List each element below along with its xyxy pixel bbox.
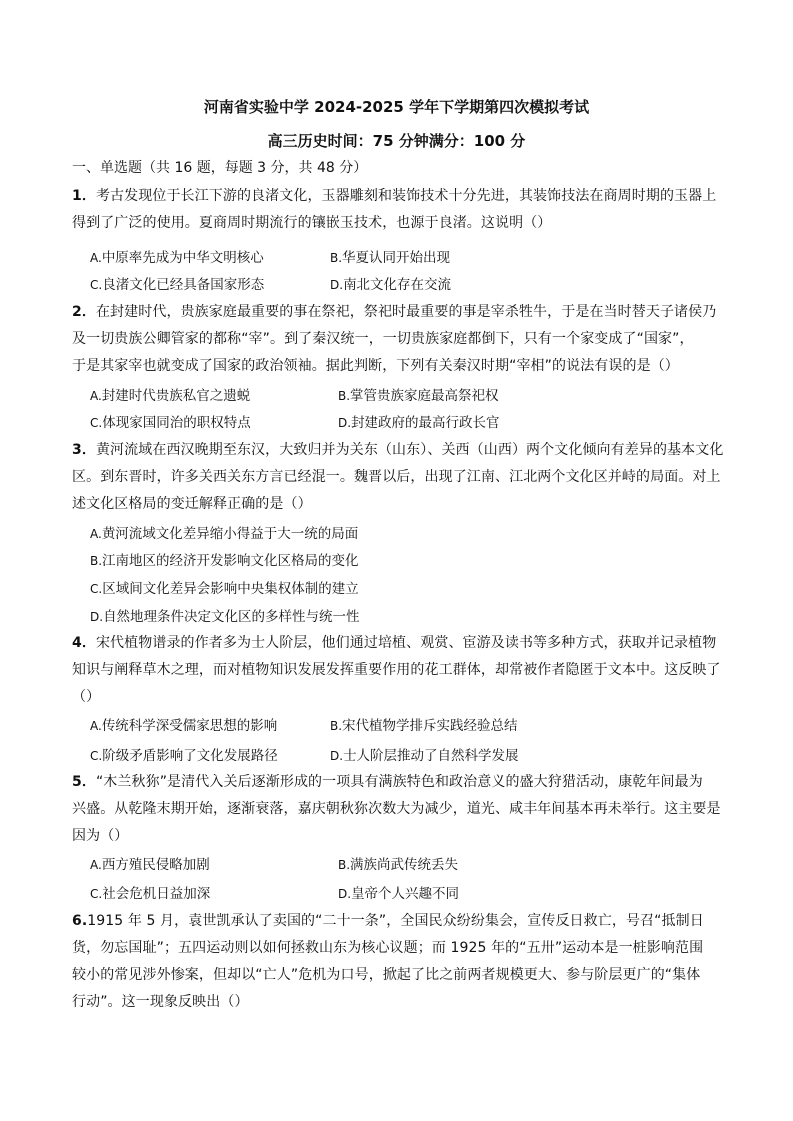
question-line: 述文化区格局的变迁解释正确的是（） bbox=[72, 496, 312, 512]
option-b[interactable]: B.华夏认同开始出现 bbox=[330, 250, 451, 266]
question-line: 较小的常见涉外惨案，但却以“亡人”危机为口号，掀起了比之前两者规模更大、参与阶层更广的“集体 bbox=[72, 967, 701, 983]
question-number: 5． bbox=[72, 774, 96, 790]
question-line: 行动”。这一现象反映出（） bbox=[72, 994, 249, 1010]
question-number: 3． bbox=[72, 442, 96, 458]
question-line: 得到了广泛的使用。夏商周时期流行的镶嵌玉技术，也源于良渚。这说明（） bbox=[72, 215, 552, 231]
option-a[interactable]: A.西方殖民侵略加剧 bbox=[90, 857, 210, 873]
question-number: 4． bbox=[72, 635, 96, 651]
option-c[interactable]: C.区域间文化差异会影响中央集权体制的建立 bbox=[90, 581, 359, 597]
question-line: 区。到东晋时，许多关西关东方言已经混一。魏晋以后，出现了江南、江北两个文化区并峙的局面。对上 bbox=[72, 469, 721, 485]
exam-title: 河南省实验中学 2024-2025 学年下学期第四次模拟考试 bbox=[203, 98, 590, 116]
question-line: 5．“木兰秋狝”是清代入关后逐渐形成的一项具有满族特色和政治意义的盛大狩猎活动，康乾年间最为 bbox=[72, 774, 703, 790]
option-d[interactable]: D.封建政府的最高行政长官 bbox=[338, 415, 500, 431]
option-c[interactable]: C.社会危机日益加深 bbox=[90, 886, 211, 902]
option-a[interactable]: A.封建时代贵族私官之遗蜕 bbox=[90, 388, 251, 404]
question-number: 1． bbox=[72, 188, 96, 204]
section-heading: 一、单选题（共 16 题，每题 3 分，共 48 分） bbox=[72, 160, 368, 176]
option-b[interactable]: B.江南地区的经济开发影响文化区格局的变化 bbox=[90, 553, 359, 569]
question-line: 4．宋代植物谱录的作者多为士人阶层，他们通过培植、观赏、宦游及读书等多种方式，获取并记录植物 bbox=[72, 635, 717, 651]
exam-subtitle: 高三历史时间：75 分钟满分：100 分 bbox=[267, 132, 526, 150]
question-number: 2． bbox=[72, 304, 96, 320]
option-c[interactable]: C.良渚文化已经具备国家形态 bbox=[90, 277, 265, 293]
question-line: 1．考古发现位于长江下游的良渚文化，玉器雕刻和装饰技术十分先进，其装饰技法在商周时期的玉器上 bbox=[72, 188, 717, 204]
option-d[interactable]: D.南北文化存在交流 bbox=[330, 277, 452, 293]
option-b[interactable]: B.掌管贵族家庭最高祭祀权 bbox=[338, 388, 499, 404]
option-b[interactable]: B.满族尚武传统丢失 bbox=[338, 857, 459, 873]
question-line: 6.1915 年 5 月，袁世凯承认了卖国的“二十一条”，全国民众纷纷集会，宣传反日救亡，号召“抵制日 bbox=[72, 913, 704, 929]
question-line: 因为（） bbox=[72, 828, 129, 844]
question-line: 货，勿忘国耻”；五四运动则以如何拯救山东为核心议题；而 1925 年的“五卅”运动本是一桩影响范围 bbox=[72, 940, 704, 956]
option-c[interactable]: C.体现家国同治的职权特点 bbox=[90, 415, 251, 431]
option-a[interactable]: A.传统科学深受儒家思想的影响 bbox=[90, 718, 278, 734]
option-a[interactable]: A.中原率先成为中华文明核心 bbox=[90, 250, 264, 266]
option-d[interactable]: D.皇帝个人兴趣不同 bbox=[338, 886, 460, 902]
option-d[interactable]: D.自然地理条件决定文化区的多样性与统一性 bbox=[90, 609, 360, 625]
option-a[interactable]: A.黄河流域文化差异缩小得益于大一统的局面 bbox=[90, 526, 359, 542]
question-line: 3．黄河流域在西汉晚期至东汉，大致归并为关东（山东）、关西（山西）两个文化倾向有差异的基本文化 bbox=[72, 442, 724, 458]
question-line: 及一切贵族公卿管家的都称“宰”。到了秦汉统一，一切贵族家庭都倒下，只有一个家变成了“国家”， bbox=[72, 331, 694, 347]
question-line: （） bbox=[72, 689, 101, 705]
question-line: 2．在封建时代，贵族家庭最重要的事在祭祀，祭祀时最重要的事是宰杀牲牛，于是在当时替天子诸侯乃 bbox=[72, 304, 717, 320]
question-number: 6. bbox=[72, 913, 88, 929]
question-line: 知识与阐释草木之理，而对植物知识发展发挥重要作用的花工群体，却常被作者隐匿于文本中。这反映了 bbox=[72, 662, 721, 678]
option-b[interactable]: B.宋代植物学排斥实践经验总结 bbox=[330, 718, 518, 734]
option-c[interactable]: C.阶级矛盾影响了文化发展路径 bbox=[90, 748, 278, 764]
option-d[interactable]: D.士人阶层推动了自然科学发展 bbox=[330, 748, 519, 764]
question-line: 兴盛。从乾隆末期开始，逐渐衰落，嘉庆朝秋狝次数大为减少，道光、咸丰年间基本再未举行。这主要是 bbox=[72, 801, 721, 817]
question-line: 于是其家宰也就变成了国家的政治领袖。据此判断，下列有关秦汉时期“宰相”的说法有误的是（） bbox=[72, 358, 679, 374]
